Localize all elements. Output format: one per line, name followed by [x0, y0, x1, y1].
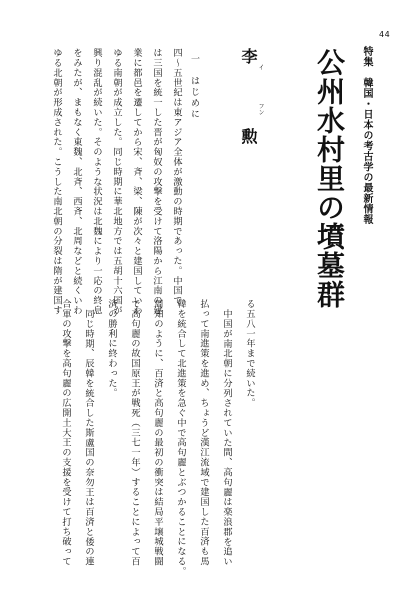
body-column: ゆる北朝が形成された。こうした南北朝の分裂は隋が建国す: [51, 48, 62, 316]
upper-body-text: [46, 48, 182, 316]
body-column: は三国を統一した晋が匈奴の攻撃を受けて洛陽から江南の建: [151, 48, 162, 316]
body-column: 周知のように、百済と高句麗の最初の衝突は結局平壌城戦闘: [152, 299, 163, 567]
body-column: 業に都邑を遷してから宋、斉、梁、陳が次々と建国していわ: [131, 48, 142, 316]
lower-body-text: [54, 299, 255, 577]
body-column: 四～五世紀は東アジア全体が激動の時期であった。中国で: [171, 48, 182, 306]
series-header: 特集 韓国・日本の考古学の最新情報: [361, 46, 372, 225]
body-column: 興り混乱が続いた。そのような状況は北魏により一応の終息: [91, 48, 102, 316]
section-heading: 一 はじめに: [189, 54, 199, 120]
body-column: 同じ時期、辰韓を統合した斯盧国の奈勿王は百済と倭の連: [83, 309, 94, 567]
body-column: 中国が南北朝に分列されていた間、高句麗は楽浪郡を追い: [221, 309, 232, 567]
author-name: 李 勲: [239, 48, 258, 168]
page-number: 44: [379, 30, 391, 39]
body-column: ゆる南朝が成立した。同じ時期に華北地方では五胡十六国が: [111, 48, 122, 316]
body-column: 韓を統合して北進策を急ぐ中で高句麗とぶつかることになる。: [175, 299, 186, 577]
body-column: る五八一年まで続いた。: [244, 299, 255, 408]
body-column: 済の勝利に終わった。: [106, 299, 117, 398]
author-ruby-first: イ: [257, 64, 264, 70]
body-column: で高句麗の故国原王が戦死（三七一年）することによって百: [129, 299, 140, 567]
body-column: 合軍の攻撃を高句麗の広開土大王の支援を受けて打ち破って: [60, 299, 71, 567]
author-ruby-second: フン: [257, 103, 264, 115]
article-title: 公州水村里の墳墓群: [313, 48, 346, 309]
body-column: 払って南進策を進め、ちょうど漢江流域で建国した百済も馬: [198, 299, 209, 567]
body-column: をみたが、まもなく東魏、北斉、西斉、北周などと続くいわ: [71, 48, 82, 316]
